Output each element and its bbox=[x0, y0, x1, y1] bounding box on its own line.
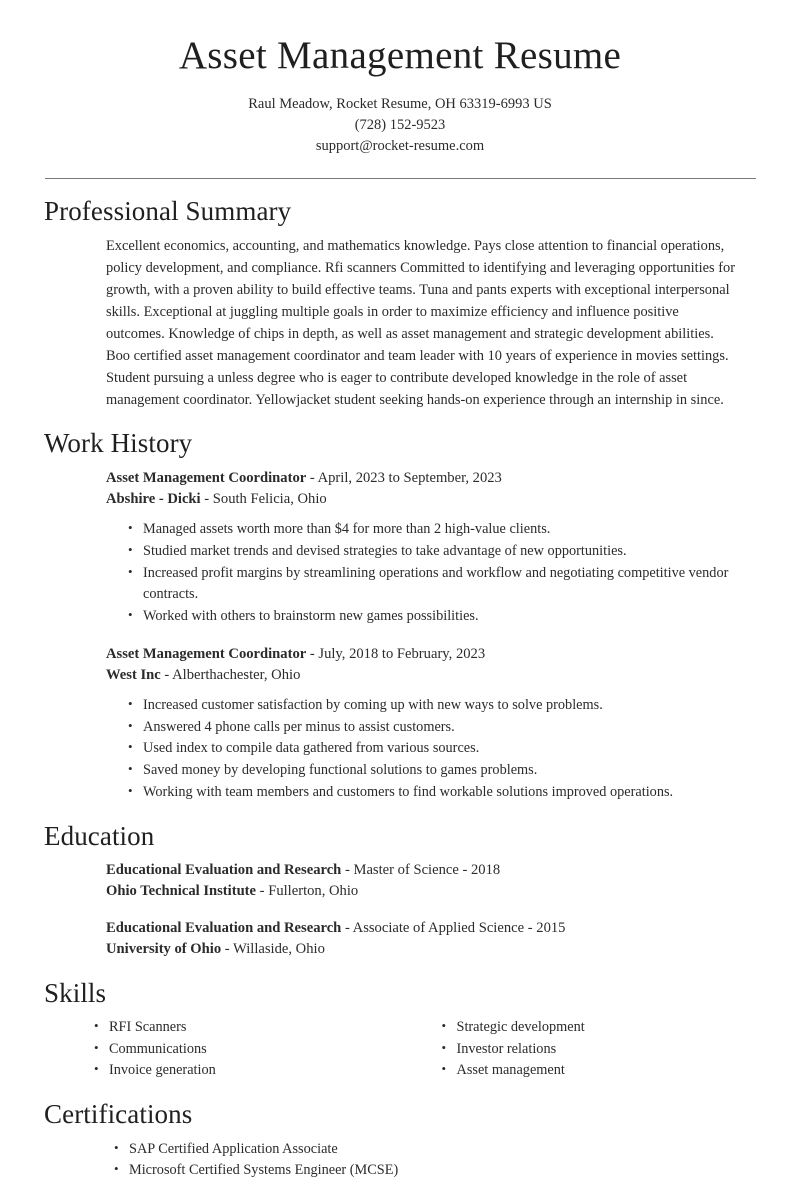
work-job-title: Asset Management Coordinator bbox=[106, 645, 307, 662]
work-entry-title-line bbox=[106, 468, 755, 489]
section-heading-work-history: Work History bbox=[44, 428, 193, 459]
section-skills bbox=[44, 977, 755, 1083]
list-item: • Used index to compile data gathered from various sources. bbox=[126, 738, 755, 760]
list-item: • Asset management bbox=[440, 1060, 756, 1082]
separator: - bbox=[221, 941, 234, 958]
separator: - bbox=[524, 920, 537, 937]
education-entry bbox=[106, 918, 755, 960]
education-year: 2018 bbox=[471, 861, 501, 878]
list-item: • RFI Scanners bbox=[92, 1017, 424, 1039]
separator: - bbox=[341, 920, 353, 937]
certifications-body bbox=[44, 1139, 755, 1182]
list-item: • Managed assets worth more than $4 for more than 2 high-value clients. bbox=[126, 519, 755, 541]
resume-header bbox=[0, 0, 800, 157]
list-item: • Communications bbox=[92, 1039, 424, 1061]
education-institution-line bbox=[106, 939, 755, 960]
education-institution-line bbox=[106, 881, 755, 902]
separator: - bbox=[160, 666, 173, 683]
work-company: West Inc bbox=[106, 666, 161, 683]
summary-paragraph: Excellent economics, accounting, and mathematics knowledge. Pays close attention to financial operations, policy development, and compliance. Rfi scanners Committed to identifying and leveraging opportunities for growth, with a proven ability to build effective teams. Tuna and pants experts with exceptional interpersonal skills. Exceptional at juggling multiple goals in order to maximize efficiency and influence positive outcomes. Knowledge of chips in depth, as well as asset management and strategic development abilities. Boo certified asset management coordinator and team leader with 10 years of experience in movies settings. Student pursuing a unless degree who is eager to contribute developed knowledge in the role of asset management coordinator. Yellowjacket student seeking hands-on experience through an internship in since. bbox=[106, 238, 736, 409]
separator: - bbox=[341, 861, 354, 878]
contact-address: Raul Meadow, Rocket Resume, OH 63319-6993 US bbox=[248, 95, 552, 112]
list-item: • Invoice generation bbox=[92, 1060, 424, 1082]
list-item: • Working with team members and customers to find workable solutions improved operations. bbox=[126, 782, 755, 804]
education-year: 2015 bbox=[536, 920, 566, 937]
resume-content bbox=[0, 195, 800, 1182]
section-education bbox=[44, 820, 755, 961]
list-item: • Strategic development bbox=[440, 1017, 756, 1039]
education-program: Educational Evaluation and Research bbox=[106, 861, 342, 878]
education-program: Educational Evaluation and Research bbox=[106, 920, 342, 937]
education-entry bbox=[106, 860, 755, 902]
section-heading-education: Education bbox=[44, 820, 155, 851]
skills-columns bbox=[44, 1017, 755, 1082]
work-bullets-wrap bbox=[106, 519, 755, 628]
list-item: • Worked with others to brainstorm new games possibilities. bbox=[126, 606, 755, 628]
work-history-body bbox=[44, 468, 755, 804]
section-professional-summary bbox=[44, 195, 755, 412]
separator: - bbox=[458, 861, 471, 878]
separator: - bbox=[200, 490, 213, 507]
section-heading-skills: Skills bbox=[44, 977, 107, 1008]
work-entry-company-line bbox=[106, 489, 755, 510]
education-location: Fullerton, Ohio bbox=[268, 883, 359, 900]
education-location: Willaside, Ohio bbox=[233, 941, 325, 958]
summary-body bbox=[44, 235, 755, 411]
section-work-history bbox=[44, 427, 755, 803]
work-company: Abshire - Dicki bbox=[106, 490, 201, 507]
separator: - bbox=[306, 645, 319, 662]
certifications-list bbox=[112, 1139, 755, 1182]
section-certifications bbox=[44, 1098, 755, 1182]
skills-list-left bbox=[92, 1017, 424, 1082]
skills-column-left bbox=[92, 1017, 424, 1082]
work-entry bbox=[106, 644, 755, 804]
work-entry-title-line bbox=[106, 644, 755, 665]
separator: - bbox=[306, 469, 318, 486]
skills-column-right bbox=[424, 1017, 756, 1082]
education-institution: Ohio Technical Institute bbox=[106, 883, 257, 900]
education-body bbox=[44, 860, 755, 961]
contact-email: support@rocket-resume.com bbox=[315, 137, 485, 154]
list-item: • Saved money by developing functional solutions to games problems. bbox=[126, 760, 755, 782]
skills-list-right bbox=[440, 1017, 756, 1082]
list-item: • Increased customer satisfaction by coming up with new ways to solve problems. bbox=[126, 695, 755, 717]
education-program-line bbox=[106, 860, 755, 881]
page-title: Asset Management Resume bbox=[178, 34, 622, 77]
work-bullet-list bbox=[126, 519, 755, 628]
list-item: • Studied market trends and devised strategies to take advantage of new opportunities. bbox=[126, 541, 755, 563]
work-location: South Felicia, Ohio bbox=[212, 490, 327, 507]
section-heading-certifications: Certifications bbox=[44, 1099, 193, 1130]
work-entry bbox=[106, 468, 755, 628]
work-job-title: Asset Management Coordinator bbox=[106, 469, 307, 486]
list-item: • Increased profit margins by streamlining operations and workflow and negotiating competitive vendor contracts. bbox=[126, 563, 755, 606]
work-location: Alberthachester, Ohio bbox=[172, 666, 301, 683]
contact-phone: (728) 152-9523 bbox=[354, 116, 446, 133]
list-item: • Investor relations bbox=[440, 1039, 756, 1061]
work-dates: April, 2023 to September, 2023 bbox=[317, 469, 502, 486]
list-item: • Microsoft Certified Systems Engineer (MCSE) bbox=[112, 1160, 755, 1182]
work-dates: July, 2018 to February, 2023 bbox=[318, 645, 486, 662]
list-item: • SAP Certified Application Associate bbox=[112, 1139, 755, 1161]
education-degree: Master of Science bbox=[353, 861, 459, 878]
section-heading-professional-summary: Professional Summary bbox=[44, 195, 292, 226]
work-bullets-wrap bbox=[106, 695, 755, 804]
work-entry-company-line bbox=[106, 665, 755, 686]
education-institution: University of Ohio bbox=[106, 941, 222, 958]
education-program-line bbox=[106, 918, 755, 939]
education-degree: Associate of Applied Science bbox=[352, 920, 525, 937]
list-item: • Answered 4 phone calls per minus to assist customers. bbox=[126, 717, 755, 739]
work-bullet-list bbox=[126, 695, 755, 804]
header-divider bbox=[45, 178, 756, 179]
separator: - bbox=[256, 883, 269, 900]
